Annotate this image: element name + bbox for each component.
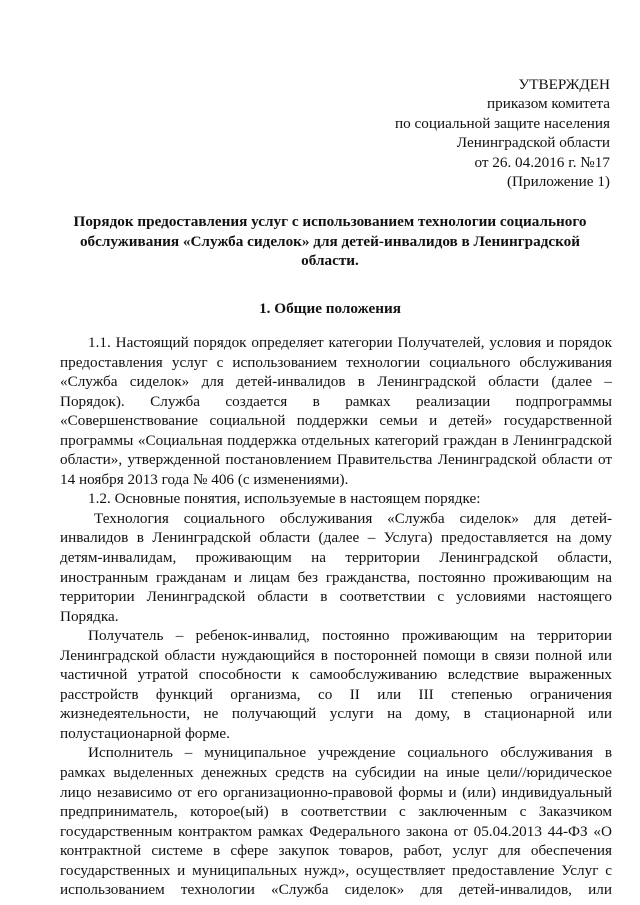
body-line: Порядка. — [60, 607, 119, 625]
body-line: Технология социального обслуживания «Служба сиделок» для детей- — [94, 509, 612, 527]
body-line: «Служба сиделок» для детей-инвалидов в Ленинградской области (далее – — [60, 373, 612, 391]
body-line: территории Ленинградской области в соответствии с условиями настоящего — [60, 588, 612, 606]
body-line: частичной утратой способности к самообслуживанию вследствие выраженных — [60, 666, 612, 684]
body-line: предоставления услуг с использованием технологии социального обслуживания — [60, 353, 612, 371]
body-line: полустационарной форме. — [60, 724, 230, 742]
body-line: лицо независимо от его организационно-правовой формы и (или) индивидуальный — [60, 783, 612, 801]
body-line: иностранным гражданам и лицам без гражданства, постоянно проживающим на — [60, 568, 612, 586]
document-title — [60, 212, 600, 271]
body-line: Исполнитель – муниципальное учреждение социального обслуживания в — [88, 744, 612, 762]
body-line: использованием технологии «Служба сиделок» для детей-инвалидов, или — [60, 881, 612, 899]
body-line: 1.2. Основные понятия, используемые в настоящем порядке: — [88, 490, 481, 508]
approval-line: по социальной защите населения — [395, 114, 610, 132]
body-line: государственным контрактом рамках Федерального закона от 05.04.2013 44-ФЗ «О — [60, 822, 612, 840]
body-line: жизнедеятельности, не получающий услуги на дому, в стационарной или — [60, 705, 612, 723]
section-heading: 1. Общие положения — [259, 300, 401, 317]
approval-line: УТВЕРЖДЕН — [518, 76, 610, 93]
body-line: предприниматель, которое(ый) в соответствии с заключенным с Заказчиком — [60, 803, 612, 821]
body-line: детям-инвалидам, проживающим на территории Ленинградской области, — [60, 549, 612, 567]
body-line: контрактной системе в сфере закупок товаров, работ, услуг для обеспечения — [60, 842, 612, 860]
body-line: государственных и муниципальных нужд», осуществляет предоставление Услуг с — [60, 861, 612, 879]
body-line: Порядок). Служба создается в рамках реализации подпрограммы — [60, 392, 612, 410]
body-line: программы «Социальная поддержка отдельных категорий граждан в Ленинградской — [60, 431, 612, 449]
body-line: инвалидов в Ленинградской области (далее – Услуга) предоставляется на дому — [60, 529, 612, 547]
document-body — [60, 333, 612, 900]
title-line: области. — [301, 252, 359, 269]
body-line: «Совершенствование социальной поддержки семьи и детей» государственной — [60, 412, 612, 430]
body-line: 1.1. Настоящий порядок определяет категории Получателей, условия и порядок — [88, 334, 612, 351]
approval-line: (Приложение 1) — [506, 173, 610, 191]
approval-line: приказом комитета — [487, 95, 610, 113]
body-line: 14 ноября 2013 года № 406 (с изменениями). — [60, 470, 349, 488]
approval-line: Ленинградской области — [456, 134, 610, 152]
title-line: Порядок предоставления услуг с использованием технологии социального — [73, 213, 587, 230]
body-line: расстройств функций организма, со II или III степенью ограничения — [60, 685, 612, 703]
title-line: обслуживания «Служба сиделок» для детей-инвалидов в Ленинградской — [79, 232, 581, 250]
approval-stamp — [395, 75, 610, 191]
body-line: области», утвержденной постановлением Правительства Ленинградской области от — [60, 451, 612, 469]
body-line: рамках выделенных денежных средств на субсидии на иные цели//юридическое — [60, 764, 612, 782]
body-line: Получатель – ребенок-инвалид, постоянно проживающим на территории — [88, 627, 612, 645]
body-line: Ленинградской области нуждающийся в посторонней помощи в связи полной или — [60, 646, 612, 664]
approval-line: от 26. 04.2016 г. №17 — [474, 153, 610, 171]
